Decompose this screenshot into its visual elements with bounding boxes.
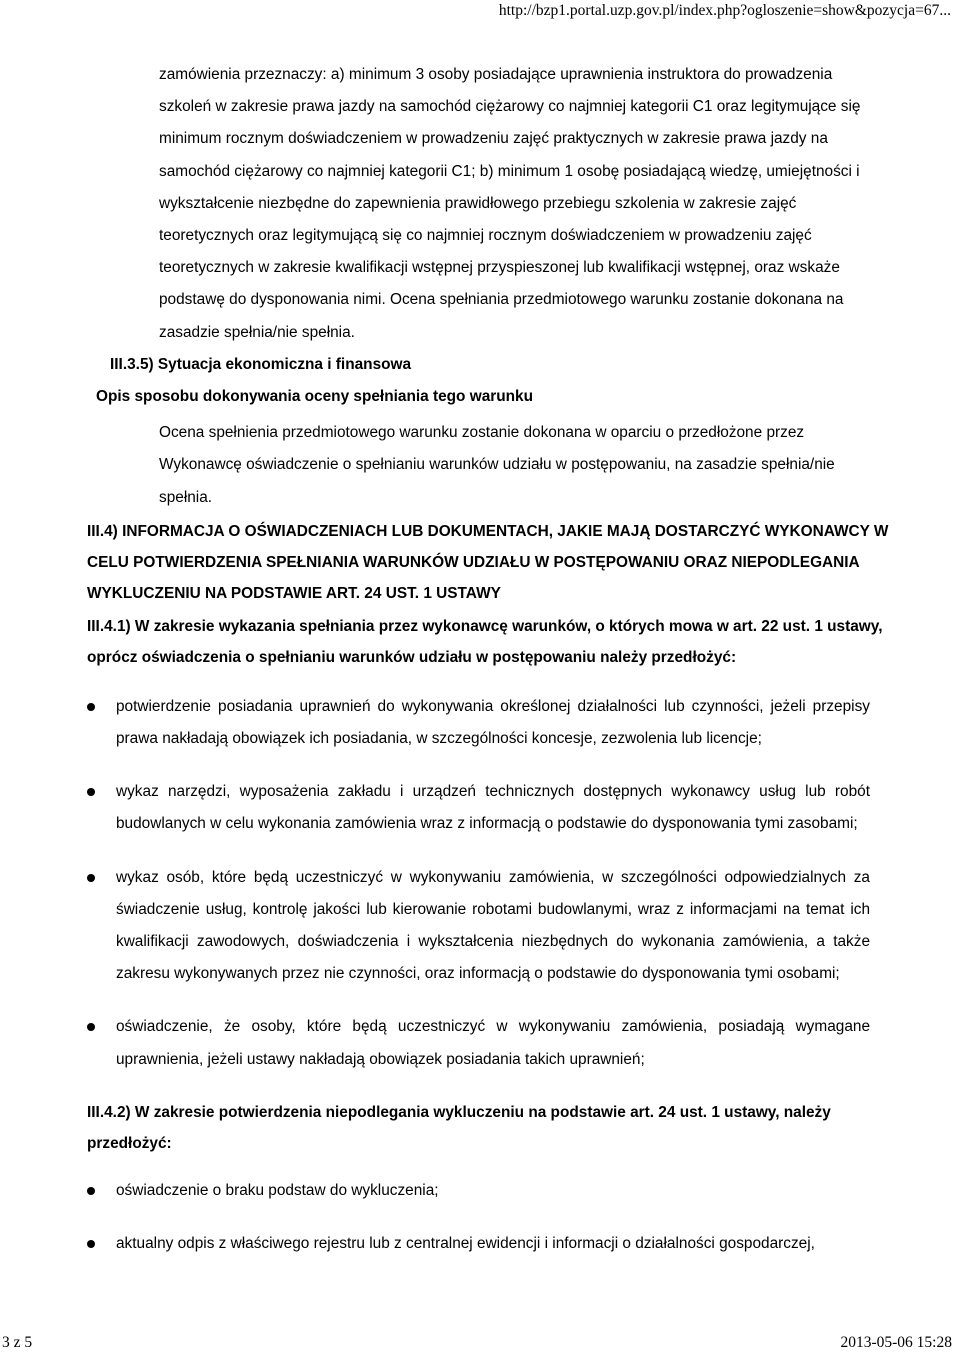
document-body [0, 59, 960, 1281]
list-item-text: wykaz narzędzi, wyposażenia zakładu i urządzeń technicznych dostępnych wykonawcy usług lub robót budowlanych w celu wykonania zamówienia wraz z informacją o podstawie do dysponowania tymi zasobami; [116, 783, 870, 833]
bullet-icon [87, 874, 95, 882]
required-documents-list [0, 691, 870, 1076]
section-heading-iii-4: III.4) INFORMACJA O OŚWIADCZENIACH LUB DOKUMENTACH, JAKIE MAJĄ DOSTARCZYĆ WYKONAWCY W CELU POTWIERDZENIA SPEŁNIANIA WARUNKÓW UDZIAŁU W POSTĘPOWANIU ORAZ NIEPODLEGANIA WYKLUCZENIU NA PODSTAWIE ART. 24 UST. 1 USTAWY [87, 522, 889, 602]
list-item [87, 1011, 870, 1075]
exclusion-documents-list [0, 1175, 870, 1260]
list-item-text: potwierdzenie posiadania uprawnień do wykonywania określonej działalności lub czynności, jeżeli przepisy prawa nakładają obowiązek ich posiadania, w szczególności koncesje, zezwolenia lub licencje; [116, 697, 870, 748]
list-item [87, 1228, 870, 1260]
section-heading-iii-3-5: III.3.5) Sytuacja ekonomiczna i finansowa [110, 355, 412, 373]
list-item [87, 776, 870, 840]
section-heading-iii-4-2: III.4.2) W zakresie potwierdzenia niepodlegania wykluczeniu na podstawie art. 24 ust. 1 ustawy, należy przedłożyć: [87, 1103, 831, 1152]
bullet-icon [87, 1240, 95, 1248]
list-item-text: wykaz osób, które będą uczestniczyć w wykonywaniu zamówienia, w szczególności odpowiedzialnych za świadczenie usług, kontrolę jakości lub kierowanie robotami budowlanymi, wraz z informacjami na temat ich kwalifikacji zawodowych, doświadczenia i wykształcenia niezbędnych do wykonania zamówienia, a także zakresu wykonywanych przez nie czynności, oraz informacją o podstawie do dysponowania tymi osobami; [116, 868, 870, 983]
assessment-method-heading: Opis sposobu dokonywania oceny spełniania tego warunku [96, 388, 534, 406]
bullet-icon [87, 1023, 95, 1031]
page-number: 3 z 5 [2, 1334, 33, 1351]
list-item [87, 862, 870, 991]
section-heading-iii-4-1: III.4.1) W zakresie wykazania spełniania przez wykonawcę warunków, o których mowa w art. 22 ust. 1 ustawy, oprócz oświadczenia o spełnianiu warunków udziału w postępowaniu należy przedłożyć: [87, 617, 883, 666]
assessment-paragraph: Ocena spełnienia przedmiotowego warunku zostanie dokonana w oparciu o przedłożone przez Wykonawcę oświadczenie o spełnianiu warunków udziału w postępowaniu, na zasadzie spełnia/nie spełnia. [159, 424, 835, 506]
bullet-icon [87, 788, 95, 796]
print-datetime: 2013-05-06 15:28 [840, 1334, 952, 1351]
list-item [87, 691, 870, 755]
list-item-text: aktualny odpis z właściwego rejestru lub z centralnej ewidencji i informacji o działalności gospodarczej, [116, 1235, 815, 1253]
bullet-icon [87, 703, 95, 711]
bullet-icon [87, 1187, 95, 1195]
list-item-text: oświadczenie, że osoby, które będą uczestniczyć w wykonywaniu zamówienia, posiadają wymagane uprawnienia, jeżeli ustawy nakładają obowiązek posiadania takich uprawnień; [116, 1018, 870, 1068]
list-item-text: oświadczenie o braku podstaw do wykluczenia; [116, 1181, 439, 1199]
list-item [87, 1175, 870, 1207]
print-url-header: http://bzp1.portal.uzp.gov.pl/index.php?ogloszenie=show&pozycja=67... [498, 2, 951, 19]
continued-paragraph: zamówienia przeznaczy: a) minimum 3 osoby posiadające uprawnienia instruktora do prowadzenia szkoleń w zakresie prawa jazdy na samochód ciężarowy co najmniej kategorii C1 oraz legitymujące się minimum rocznym doświadczeniem w prowadzeniu zajęć praktycznych w zakresie prawa jazdy na samochód ciężarowy co najmniej kategorii C1; b) minimum 1 osobę posiadającą wiedzę, umiejętności i wykształcenie niezbędne do zapewnienia prawidłowego przebiegu szkolenia w zakresie zajęć teoretycznych oraz legitymującą się co najmniej rocznym doświadczeniem w prowadzeniu zajęć teoretycznych w zakresie kwalifikacji wstępnej przyspieszonej lub kwalifikacji wstępnej, oraz wskaże podstawę do dysponowania nimi. Ocena spełniania przedmiotowego warunku zostanie dokonana na zasadzie spełnia/nie spełnia. [159, 66, 861, 341]
